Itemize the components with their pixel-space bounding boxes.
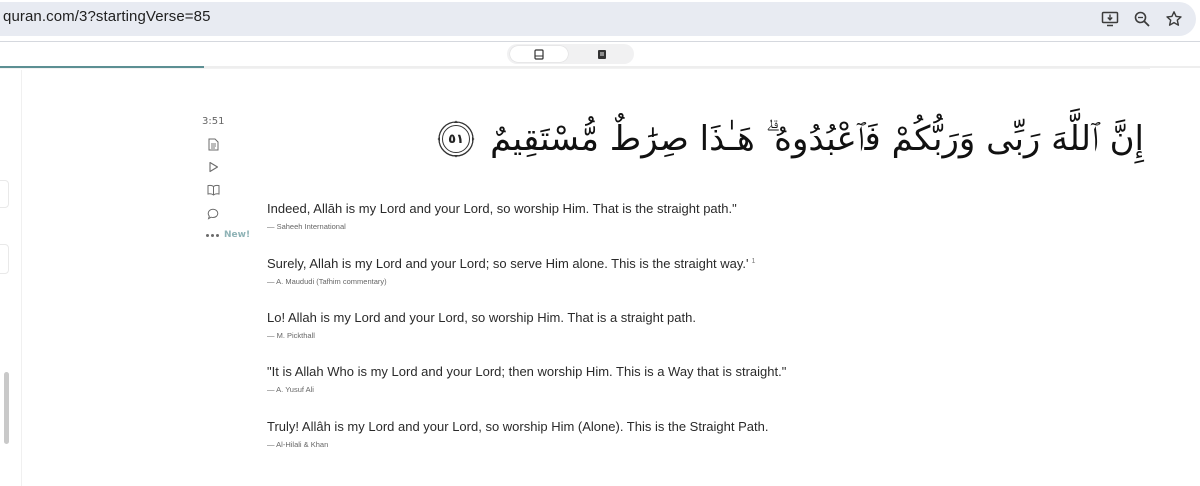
reading-mode-button[interactable]	[573, 46, 631, 62]
translation-text: Indeed, Allāh is my Lord and your Lord, so worship Him. That is the straight path."	[267, 201, 737, 216]
arabic-verse	[436, 106, 1144, 172]
new-badge: New!	[224, 230, 251, 240]
translation-block	[267, 201, 737, 231]
ayah-number: ٥١	[448, 131, 464, 147]
more-options-button[interactable]	[206, 230, 250, 240]
sidebar-item[interactable]	[0, 244, 9, 274]
chevron-left-icon[interactable]	[0, 106, 1, 121]
reading-mode-icon	[597, 45, 607, 64]
toolbar-divider	[0, 41, 1200, 42]
sidebar-scrollbar[interactable]	[4, 372, 9, 444]
translator-name: — A. Yusuf Ali	[267, 385, 314, 394]
bookmark-star-icon[interactable]	[1164, 9, 1184, 29]
zoom-icon[interactable]	[1132, 9, 1152, 29]
translator-name: — M. Pickthall	[267, 331, 315, 340]
translation-block	[267, 364, 786, 394]
translation-block	[267, 256, 755, 286]
translation-text: Lo! Allah is my Lord and your Lord, so worship Him. That is a straight path.	[267, 310, 696, 325]
play-icon[interactable]	[206, 160, 220, 174]
reading-mode-toggle	[507, 44, 634, 64]
comment-icon[interactable]	[206, 207, 220, 221]
translation-text: Truly! Allâh is my Lord and your Lord, so worship Him (Alone). This is the Straight Path.	[267, 419, 769, 434]
translation-block	[267, 310, 696, 340]
content-divider	[0, 68, 1150, 69]
translation-mode-icon	[534, 45, 544, 64]
translation-block	[267, 419, 768, 449]
install-app-icon[interactable]	[1100, 9, 1120, 29]
arabic-verse-text[interactable]: إِنَّ ٱللَّهَ رَبِّى وَرَبُّكُمْ فَٱعْبُدُوهُ ۗ هَـٰذَا صِرَٰطٌ مُّسْتَقِيمٌ	[490, 119, 1144, 159]
more-dots-icon	[206, 234, 219, 237]
url-text[interactable]: quran.com/3?startingVerse=85	[3, 8, 211, 25]
sidebar-item[interactable]	[0, 180, 9, 208]
translation-text-row	[267, 256, 755, 271]
translator-name: — Al-Hilali & Khan	[267, 440, 329, 449]
translation-mode-button[interactable]	[510, 46, 568, 62]
translator-name: — A. Maududi (Tafhim commentary)	[267, 277, 387, 286]
footnote-marker[interactable]: 1	[751, 257, 756, 265]
browser-toolbar	[0, 0, 1200, 40]
ayah-number-marker	[436, 119, 476, 159]
translator-name: — Saheeh International	[267, 222, 346, 231]
verse-key-link[interactable]: 3:51	[202, 116, 225, 127]
translation-text: "It is Allah Who is my Lord and your Lord; then worship Him. This is a Way that is straight."	[267, 364, 787, 379]
tafsir-icon[interactable]	[206, 137, 220, 151]
book-icon[interactable]	[206, 183, 220, 197]
translation-text: Surely, Allah is my Lord and your Lord; so serve Him alone. This is the straight way.'	[267, 256, 749, 271]
